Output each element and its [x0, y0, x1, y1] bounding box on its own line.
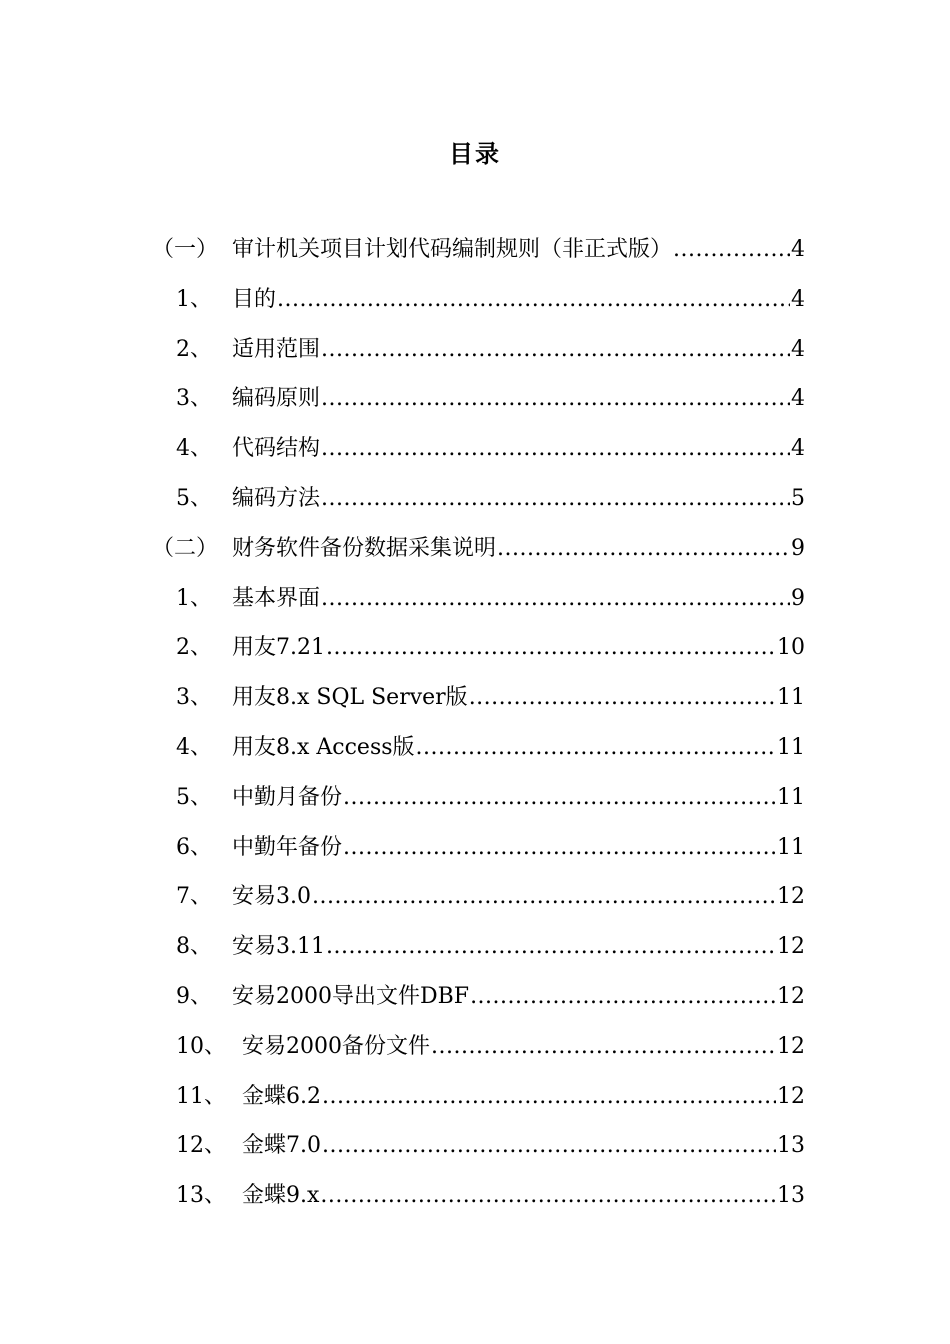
toc-subsection-entry[interactable] [176, 831, 805, 865]
toc-entry-number: （一） [152, 237, 219, 262]
toc-entry-number: 4、 [176, 436, 212, 462]
toc-entry-page-number: 4 [791, 386, 805, 412]
toc-subsection-entry[interactable] [176, 482, 805, 516]
toc-entry-number: 13、 [176, 1183, 226, 1209]
toc-subsection-entry[interactable] [176, 432, 805, 466]
toc-subsection-entry[interactable] [176, 731, 805, 765]
toc-entry-page-number: 9 [791, 535, 805, 561]
toc-dot-leader [320, 1179, 776, 1213]
toc-entry-title: 代码结构 [232, 436, 321, 462]
toc-dot-leader [321, 333, 790, 367]
toc-dot-leader [312, 880, 776, 914]
toc-entry-title: 安易3.0 [232, 884, 311, 910]
toc-entry-number: 2、 [176, 336, 212, 362]
toc-entry-title: 用友8.x SQL Server版 [232, 685, 468, 711]
toc-subsection-entry[interactable] [176, 333, 805, 367]
toc-entry-title: 金蝶7.0 [242, 1133, 321, 1159]
toc-entry-number: 8、 [176, 934, 212, 960]
toc-subsection-entry[interactable] [176, 1080, 805, 1114]
toc-dot-leader [497, 532, 790, 566]
toc-subsection-entry[interactable] [176, 382, 805, 416]
toc-dot-leader [673, 233, 790, 267]
toc-subsection-entry[interactable] [176, 1129, 805, 1163]
toc-entry-page-number: 13 [777, 1133, 805, 1159]
toc-dot-leader [326, 631, 776, 665]
toc-entry-number: 1、 [176, 585, 212, 611]
toc-entry-page-number: 13 [777, 1183, 805, 1209]
toc-dot-leader [416, 731, 776, 765]
toc-entry-title: 适用范围 [232, 336, 321, 362]
toc-entry-number: 6、 [176, 834, 212, 860]
toc-subsection-entry[interactable] [176, 930, 805, 964]
toc-entry-number: 10、 [176, 1033, 226, 1059]
toc-subsection-entry[interactable] [176, 781, 805, 815]
toc-entry-number: 1、 [176, 286, 212, 312]
toc-entry-number: 12、 [176, 1133, 226, 1159]
toc-entry-title: 编码原则 [232, 386, 321, 412]
toc-entry-page-number: 12 [777, 1083, 805, 1109]
toc-dot-leader [322, 1080, 776, 1114]
toc-dot-leader [321, 432, 790, 466]
toc-entry-page-number: 11 [777, 735, 805, 760]
toc-entry-number: 7、 [176, 884, 212, 910]
toc-subsection-entry[interactable] [176, 980, 805, 1014]
toc-entry-page-number: 4 [791, 286, 805, 312]
toc-entry-page-number: 4 [791, 336, 805, 362]
toc-dot-leader [321, 382, 790, 416]
toc-dot-leader [343, 781, 776, 815]
toc-entry-title: 金蝶6.2 [242, 1083, 321, 1109]
toc-dot-leader [326, 930, 776, 964]
toc-entry-title: 用友8.x Access版 [232, 735, 415, 760]
toc-subsection-entry[interactable] [176, 1030, 805, 1064]
toc-entry-title: 用友7.21 [232, 635, 325, 661]
toc-subsection-entry[interactable] [176, 631, 805, 665]
toc-entry-title: 安易3.11 [232, 934, 325, 960]
toc-dot-leader [321, 582, 790, 616]
toc-entry-number: 9、 [176, 984, 212, 1009]
toc-entry-number: 3、 [176, 386, 212, 412]
toc-entry-page-number: 12 [777, 1033, 805, 1059]
toc-entry-number: 5、 [176, 784, 212, 810]
toc-entry-page-number: 10 [777, 635, 805, 661]
toc-entry-page-number: 9 [791, 585, 805, 611]
toc-entry-title: 审计机关项目计划代码编制规则（非正式版） [232, 237, 673, 262]
toc-dot-leader [322, 1129, 776, 1163]
toc-dot-leader [469, 681, 776, 715]
toc-dot-leader [470, 980, 776, 1014]
toc-subsection-entry[interactable] [176, 681, 805, 715]
toc-dot-leader [431, 1030, 776, 1064]
toc-dot-leader [321, 482, 790, 516]
toc-entry-page-number: 12 [777, 934, 805, 960]
toc-entry-page-number: 5 [791, 486, 805, 511]
page-title: 目录 [449, 139, 501, 168]
toc-entry-page-number: 11 [777, 834, 805, 860]
toc-subsection-entry[interactable] [176, 582, 805, 616]
toc-entry-number: 11、 [176, 1083, 226, 1109]
toc-entry-number: 4、 [176, 735, 212, 760]
toc-entry-page-number: 11 [777, 685, 805, 711]
toc-subsection-entry[interactable] [176, 283, 805, 317]
toc-entry-page-number: 11 [777, 784, 805, 810]
toc-entry-number: （二） [152, 535, 219, 561]
toc-entry-title: 财务软件备份数据采集说明 [232, 535, 497, 561]
toc-entry-title: 安易2000导出文件DBF [232, 984, 470, 1009]
toc-entry-number: 2、 [176, 635, 212, 661]
toc-dot-leader [277, 283, 790, 317]
toc-subsection-entry[interactable] [176, 1179, 805, 1213]
toc-entry-title: 安易2000备份文件 [242, 1033, 430, 1059]
toc-entry-title: 中勤月备份 [232, 784, 343, 810]
toc-entry-title: 基本界面 [232, 585, 321, 611]
toc-entry-number: 3、 [176, 685, 212, 711]
toc-entry-title: 编码方法 [232, 486, 321, 511]
toc-entry-title: 中勤年备份 [232, 834, 343, 860]
toc-subsection-entry[interactable] [176, 880, 805, 914]
toc-entry-page-number: 12 [777, 884, 805, 910]
toc-entry-page-number: 4 [791, 436, 805, 462]
toc-entry-title: 目的 [232, 286, 277, 312]
toc-section-entry[interactable] [152, 233, 805, 267]
toc-entry-page-number: 4 [791, 237, 805, 262]
toc-entry-number: 5、 [176, 486, 212, 511]
toc-section-entry[interactable] [152, 532, 805, 566]
toc-entry-page-number: 12 [777, 984, 805, 1009]
toc-entry-title: 金蝶9.x [242, 1183, 320, 1209]
toc-dot-leader [343, 831, 776, 865]
